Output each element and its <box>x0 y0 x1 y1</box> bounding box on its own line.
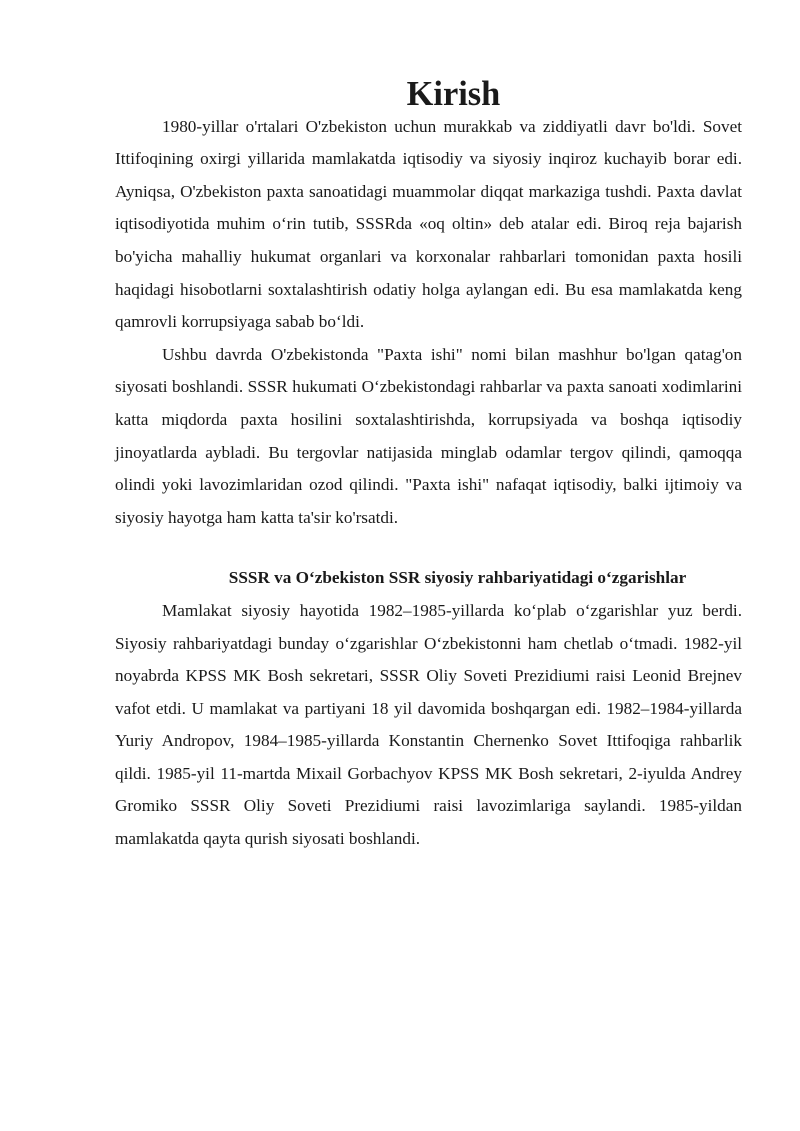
intro-paragraph-1: 1980-yillar o'rtalari O'zbekiston uchun murakkab va ziddiyatli davr bo'ldi. Sovet Ittifoqining oxirgi yillarida mamlakatda iqtisodiy va siyosiy inqiroz kuchayib borar edi. Ayniqsa, O'zbekiston paxta sanoatidagi muammolar diqqat markaziga tushdi. Paxta davlat iqtisodiyotida muhim o‘rin tutib, SSSRda «oq oltin» deb atalar edi. Biroq reja bajarish bo'yicha mahalliy hukumat organlari va korxonalar rahbarlari tomonidan paxta hosili haqidagi hisobotlarni soxtalashtirish odatiy holga aylangan edi. Bu esa mamlakatda keng qamrovli korrupsiyaga sabab bo‘ldi. <box>115 116 742 332</box>
intro-heading: Kirish <box>406 75 501 113</box>
document-page <box>115 75 742 856</box>
section-spacer <box>115 534 742 562</box>
intro-paragraph-2: Ushbu davrda O'zbekistonda "Paxta ishi" nomi bilan mashhur bo'lgan qatag'on siyosati boshlandi. SSSR hukumati O‘zbekistondagi rahbarlar va paxta sanoati xodimlarini katta miqdorda paxta hosilini soxtalashtirishda, korrupsiyada va boshqa iqtisodiy jinoyatlarda aybladi. Bu tergovlar natijasida minglab odamlar tergov qilindi, qamoqqa olindi yoki lavozimlaridan ozod qilindi. "Paxta ishi" nafaqat iqtisodiy, balki ijtimoiy va siyosiy hayotga ham katta ta'sir ko'rsatdi. <box>115 344 742 527</box>
section-paragraph-1: Mamlakat siyosiy hayotida 1982–1985-yillarda ko‘plab o‘zgarishlar yuz berdi. Siyosiy rahbariyatdagi bunday o‘zgarishlar O‘zbekistonni ham chetlab o‘tmadi. 1982-yil noyabrda KPSS MK Bosh sekretari, SSSR Oliy Soveti Prezidiumi raisi Leonid Brejnev vafot etdi. U mamlakat va partiyani 18 yil davomida boshqargan edi. 1982–1984-yillarda Yuriy Andropov, 1984–1985-yillarda Konstantin Chernenko Sovet Ittifoqiga rahbarlik qildi. 1985-yil 11-martda Mixail Gorbachyov KPSS MK Bosh sekretari, 2-iyulda Andrey Gromiko SSSR Oliy Soveti Prezidiumi raisi lavozimlariga saylandi. 1985-yildan mamlakatda qayta qurish siyosati boshlandi. <box>115 600 742 849</box>
section-heading: SSSR va O‘zbekiston SSR siyosiy rahbariyatidagi o‘zgarishlar <box>228 568 687 588</box>
